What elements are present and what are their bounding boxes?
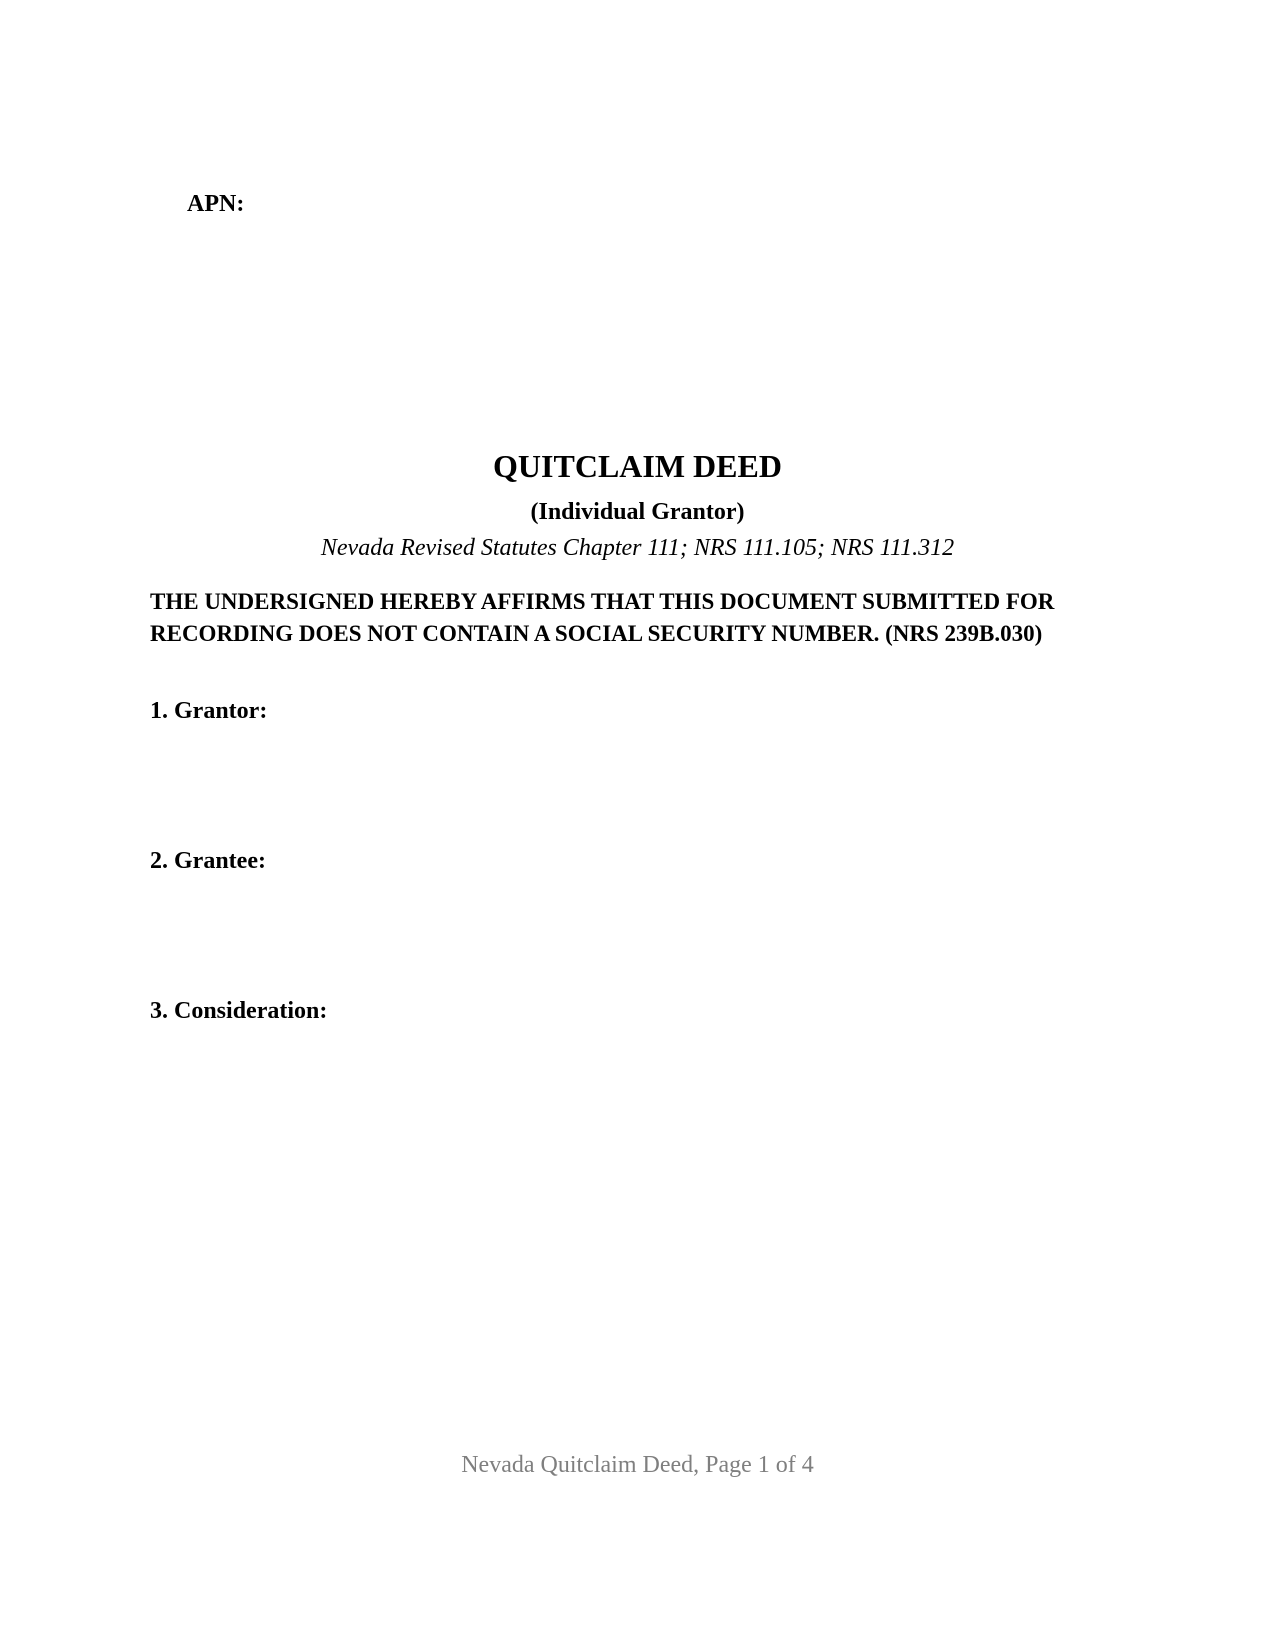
ssn-affirmation: THE UNDERSIGNED HEREBY AFFIRMS THAT THIS DOCUMENT SUBMITTED FOR RECORDING DOES NOT CONTAIN A SOCIAL SECURITY NUMBER. (NRS 239B.030) bbox=[150, 589, 1055, 646]
document-subtitle: (Individual Grantor) bbox=[530, 499, 745, 525]
apn-label: APN: bbox=[187, 191, 245, 217]
section-consideration-label: 3. Consideration: bbox=[150, 998, 328, 1024]
section-grantee-label: 2. Grantee: bbox=[150, 848, 266, 874]
statute-reference: Nevada Revised Statutes Chapter 111; NRS 111.105; NRS 111.312 bbox=[320, 535, 955, 561]
document-title: QUITCLAIM DEED bbox=[493, 448, 782, 484]
page-footer: Nevada Quitclaim Deed, Page 1 of 4 bbox=[461, 1452, 814, 1478]
section-grantor-label: 1. Grantor: bbox=[150, 698, 268, 724]
